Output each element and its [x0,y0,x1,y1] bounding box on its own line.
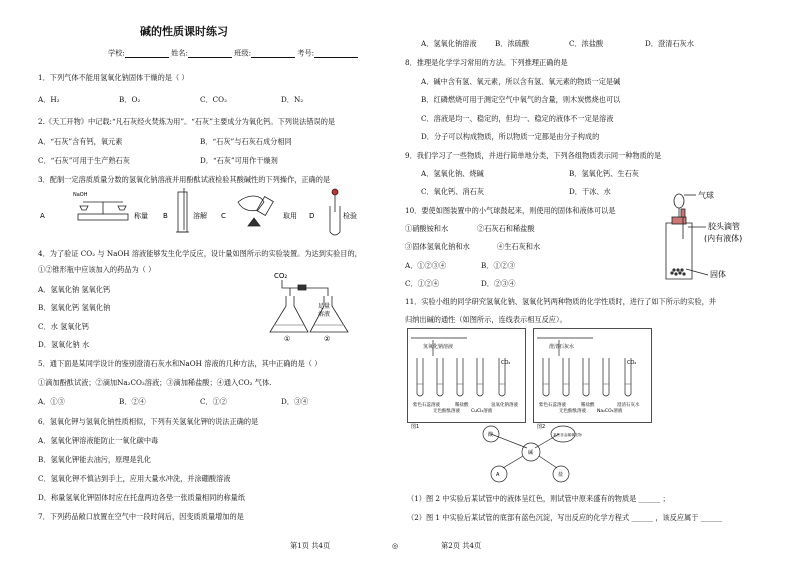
q3-stem: 3．配制一定溶质质量分数的氢氧化钠溶液并用酚酞试液检验其酸碱性的下列操作，正确的是 [38,175,331,184]
solution-label: 溶液 [318,311,331,318]
q2-option-c[interactable]: C．“石灰”可用于生产熟石灰 [38,156,130,165]
fig1-caption: 图1 [411,424,420,430]
q4-option-b[interactable]: B．氢氧化钙 氢氧化钠 [38,303,111,312]
q5-option-c[interactable]: C．①② [200,397,228,406]
q3-label-d: D [309,212,315,220]
fig2-tube-label-3: 稀盐酸 [581,403,595,408]
flask-pair-icon [270,280,348,332]
name-label: 姓名: [171,48,188,58]
q10-option-d[interactable]: D．②③④ [481,279,516,288]
q1-option-a[interactable]: A．H₂ [38,95,60,104]
fig1-frame [408,329,526,423]
flask-2-label: ② [324,335,331,342]
footer-right: 第2页 共4页 [441,541,482,550]
q3-label-c: C [221,212,226,220]
q2-option-d[interactable]: D．“石灰”可用作干燥剂 [200,156,278,165]
q2-option-b[interactable]: B．“石灰”与石灰石成分相同 [200,137,292,146]
q3-label-b: B [163,212,168,220]
q6-option-c[interactable]: C．氢氧化钾不慎沾到手上，应用大量水冲洗，并涂硼酸溶液 [38,474,231,483]
name-blank[interactable] [188,49,232,58]
co2-label: CO₂ [274,272,288,280]
q11-sub2: （2）图 1 中实验后某试管的底部有蓝色沉淀，写出反应的化学方程式 ______ ，该反应属于 ______ [407,513,723,522]
q11-sub1: （1）图 2 中实验后某试管中的液体呈红色，则试管中原来盛有的物质是 ______ ； [407,494,670,503]
q6-option-d[interactable]: D．称量氢氧化钾固体时应在托盘两边各垫一张质量相同的称量纸 [38,493,246,502]
dropper-label: 胶头滴管 [708,222,740,231]
pouring-hand-icon [238,196,273,226]
liquid-label: (内有液体) [704,234,743,243]
q10-stem: 10．要使如图装置中的小气球鼓起来，则使用的固体和液体可以是 [405,206,616,215]
fig2-co2-label: CO₂ [627,360,637,366]
q1-stem: 1．下列气体不能用氢氧化钠固体干燥的是（ ） [38,73,189,82]
q3-label-a: A [40,212,45,220]
fig2-test-tube-2 [563,358,569,396]
q1-option-d[interactable]: D．N₂ [281,95,304,104]
fig1-tube-label-2: 无色酚酞溶液 [433,409,460,414]
q9-option-a[interactable]: A．氢氧化钠、烧碱 [421,169,484,178]
q8-option-b[interactable]: B．红磷燃烧可用于测定空气中氧气的含量，则木炭燃烧也可以 [421,95,621,104]
diagram-base: 碱 [528,450,534,456]
fig2-reagent-label: 澄清石灰水 [549,344,575,350]
q8-option-d[interactable]: D．分子可以构成物质，所以物质一定都是由分子构成的 [421,132,600,141]
school-blank[interactable] [125,49,169,58]
q5-option-a[interactable]: A．①③ [38,397,65,406]
q6-option-a[interactable]: A．氢氧化钾溶液能防止一氧化碳中毒 [38,436,159,445]
fig1-tube-label-1: 紫色石蕊溶液 [413,403,440,408]
q2-option-a[interactable]: A．“石灰”含有钙，氧元素 [38,137,123,146]
q3-figure [38,188,368,240]
balloon-label: 气球 [698,191,714,200]
school-label: 学校: [108,48,125,58]
q11-figure [407,328,747,488]
q5-stem: 5．通下面是某同学设计的鉴别澄清石灰水和NaOH 溶液的几种方法，其中正确的是（ ） [38,359,322,368]
class-label: 班级: [234,48,251,58]
q8-stem: 8．推理是化学学习常用的方法。下列推理正确的是 [405,58,568,67]
fig2-frame [534,329,652,423]
exam-no-label: 考号: [297,48,315,58]
q10-option-b[interactable]: B．①②③ [481,261,516,270]
q4-flasks-figure [262,270,367,342]
q11-stem-line1: 11．实验小组的同学研究氢氧化钠、氢氧化钙两种物质的化学性质时，进行了如下所示的实验，并 [405,297,717,306]
q7-option-c[interactable]: C．浓盐酸 [569,39,604,48]
q1-option-b[interactable]: B．O₂ [119,95,141,104]
q11-stem-line2: 归纳出碱的通性（如图所示，连线表示相互反应）。 [405,315,567,324]
fig2-test-tube-4 [603,358,609,396]
diagram-salt: 盐 [558,472,564,478]
page-title: 碱的性质课时练习 [140,25,228,38]
q7-option-a[interactable]: A．氢氧化钠溶液 [421,39,477,48]
q3-label-dissolve: 溶解 [193,212,207,220]
balloon-flask-icon [666,194,708,279]
q8-option-a[interactable]: A．碱中含有氢、氧元素，所以含有氢、氧元素的物质一定是碱 [421,77,621,86]
q2-stem: 2.《天工开物》中记载:“凡石灰经火焚炼为用”。“石灰”主要成分为氧化钙。下列说法错误的是 [38,117,336,126]
right-page [397,0,794,561]
q4-stem-line1: 4．为了验证 CO₂ 与 NaOH 溶液能够发生化学反应，设计量如图所示的实验装置。为达到实验目的， [38,249,362,258]
naoh-label: NaOH [73,192,88,198]
fig1-reagent-label: 氢氧化钠溶液 [423,344,454,350]
q7-option-d[interactable]: D．澄清石灰水 [645,39,694,48]
footer-center-icon: ◎ [392,541,399,550]
fig2-tube-label-2: 无色酚酞溶液 [559,409,586,414]
q10-item-3: ③固体氢氧化钠和水 [405,242,470,251]
q10-option-c[interactable]: C．①②④ [405,279,440,288]
fig2-tube-label-4: Na₂CO₃溶液 [597,409,623,414]
fig2-tube-label-1: 紫色石蕊溶液 [539,403,566,408]
fig1-test-tube-2 [437,358,443,396]
q4-stem-line2: ①②锥形瓶中应该加入的药品为（ ） [38,265,156,274]
fig2-caption: 图2 [537,424,546,430]
q9-option-b[interactable]: B．氢氧化钙、生石灰 [569,169,639,178]
fig1-co2-label: CO₂ [501,360,511,366]
fig1-tube-label-4: CuCl₂溶液 [471,409,493,414]
sufficient-label: 足量 [318,303,331,310]
diagram-acid: 酸 [488,432,494,438]
q5-methods: ①滴加酚酞试液；②滴加Na₂CO₃溶液；③滴加稀盐酸；④通入CO₂ 气体. [38,378,272,387]
class-blank[interactable] [251,49,295,58]
balance-scale-icon [78,202,128,220]
q9-stem: 9．我们学习了一些物质，并进行简单地分类，下列各组物质表示同一种物质的是 [405,151,662,160]
q1-option-c[interactable]: C．CO₂ [200,95,227,104]
fig1-test-tube-4 [477,358,483,396]
q3-label-test: 检验 [343,212,357,220]
q9-option-c[interactable]: C．氧化钙、消石灰 [421,187,485,196]
diagram-nonmetal-oxide: 某些非金属氧化物 [553,433,582,437]
fig1-test-tube-3 [457,358,463,396]
fig1-tube-label-3: 稀盐酸 [455,403,469,408]
fig1-tube-label-5: 氢氧化钠溶液 [491,403,518,408]
test-tube-dropper-icon [330,189,340,235]
solid-label: 固体 [710,270,726,279]
q3-label-weigh: 称量 [134,212,148,220]
student-info [108,49,358,58]
q10-item-1: ①硝酸铵和水 [405,224,449,233]
graduated-cylinder-icon [176,188,189,232]
q9-option-d[interactable]: D．干冰、水 [569,187,611,196]
exam-no-blank[interactable] [314,49,358,58]
q5-option-b[interactable]: B．②④ [119,397,146,406]
q7-stem: 7．下列药品敞口放置在空气中一段时间后，因变质质量增加的是 [38,512,244,521]
q10-item-2: ②石灰石和稀盐酸 [477,224,535,233]
q4-option-d[interactable]: D．氢氧化钠 水 [38,340,90,349]
q4-option-a[interactable]: A．氢氧化钠 氢氧化钙 [38,285,111,294]
fig2-test-tube-1 [543,358,549,396]
q10-item-4: ④生石灰和水 [497,242,541,251]
q3-label-take: 取用 [283,212,297,220]
footer-left: 第1页 共4页 [290,541,331,550]
q5-option-d[interactable]: D．③④ [281,397,309,406]
diagram-a: A [496,472,500,478]
q8-option-c[interactable]: C．溶液是均一、稳定的，但均一、稳定的液体不一定是溶液 [421,114,614,123]
q6-option-b[interactable]: B．氢氧化钾能去油污，原理是乳化 [38,455,152,464]
q4-option-c[interactable]: C．水 氢氧化钙 [38,322,89,331]
flask-1-label: ① [284,335,291,342]
q10-option-a[interactable]: A．①②③④ [405,261,447,270]
q6-stem: 6．氢氧化钾与氢氧化钠性质相似，下列有关氢氧化钾的说法正确的是 [38,417,259,426]
fig1-test-tube-1 [417,358,423,396]
q7-option-b[interactable]: B．浓硫酸 [495,39,530,48]
fig2-test-tube-3 [583,358,589,396]
solid-particles-icon [670,268,685,275]
q10-balloon-figure [652,187,772,287]
fig2-tube-label-5: 澄清石灰水 [617,403,640,408]
